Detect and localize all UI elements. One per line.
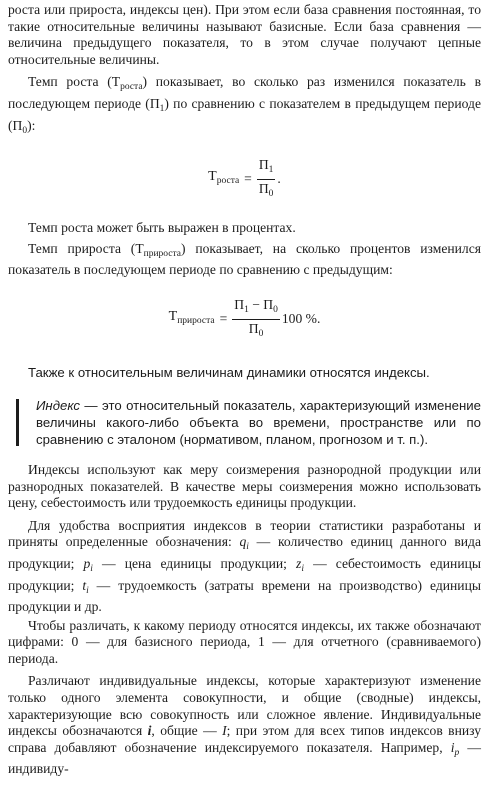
fraction-denominator: $П_0$ bbox=[258, 181, 274, 200]
paragraph-base-comparison: роста или прироста, индексы цен). При этом если база сравнения постоянная, то такие относительные величины называют базисные. Если база сравнения — величина предыдущего показателя, то в этом случае получают цепные относительные величины. bbox=[8, 2, 481, 67]
definition-callout bbox=[8, 397, 481, 448]
fraction-denominator: $П_0$ bbox=[248, 320, 264, 339]
formula-increase-fraction bbox=[232, 297, 280, 342]
formula-growth-fraction bbox=[257, 157, 276, 202]
formula-increase-lhs: $Т_{прироста}$ bbox=[168, 309, 215, 327]
formula-equals: = bbox=[244, 171, 252, 187]
paragraph-periods: Чтобы различать, к какому периоду относятся индексы, их также обозначают цифрами: 0 — для базисного периода, 1 — для отчетного (сравниваемого) периода. bbox=[8, 617, 481, 666]
paragraph-percent: Темп роста может быть выражен в процентах. bbox=[28, 220, 296, 236]
formula-growth-rate bbox=[8, 157, 481, 202]
callout-bar bbox=[16, 399, 19, 446]
fraction-numerator: $П_1$ bbox=[257, 157, 276, 180]
definition-index: Индекс — это относительный показатель, характеризующий изменение величины какого-либо объекта во времени, пространстве или по сравнению с эталоном (нормативом, планом, прогнозом и т. п.). bbox=[36, 397, 481, 447]
paragraph-dynamics-indices: Также к относительным величинам динамики относятся индексы. bbox=[28, 364, 430, 380]
formula-equals: = bbox=[219, 311, 228, 327]
formula-increase-rate bbox=[8, 297, 481, 342]
formula-growth-lhs: $Т_{роста}$ bbox=[208, 169, 240, 187]
paragraph-increase-rate: Темп прироста $(Т_{прироста})$ показывает, на сколько процентов изменился показатель в последующем периоде по сравнению с предыдущим: bbox=[8, 240, 481, 278]
definition-term: Индекс bbox=[36, 397, 80, 413]
paragraph-notation: Для удобства восприятия индексов в теории статистики разработаны и приняты определенные обозначения: $q_i$ — количество единиц данного вида продукции; $p_i$ — цена единицы продукции; $z_i$ — себестоимость единицы продукции; $t_i$ — трудоемкость (затраты времени на производство) единицы продукции и др. bbox=[8, 517, 482, 615]
paragraph-growth-rate: Темп роста $(Т_{роста})$ показывает, во сколько раз изменился показатель в последующем периоде $(П_1)$ по сравнению с показателем в предыдущем периоде $(П_0)$: bbox=[8, 74, 481, 136]
paragraph-individual-indices: Различают индивидуальные индексы, которые характеризуют изменение только одного элемента совокупности, и общие (сводные) индексы, характеризующие всю совокупность или сложное явление. Индивидуальные индексы обозначаются i, общие — I; при этом для всех типов индексов внизу справа добавляют обозначение индексируемого показателя. Например, $i_p$ — индивиду- bbox=[8, 673, 482, 777]
paragraph-measure: Индексы используют как меру соизмерения разнородной продукции или разнородных показателей. В качестве меры соизмерения можно использовать цену, себестоимость или трудоемкость единицы продукции. bbox=[8, 461, 481, 511]
formula-percent-tail: 100 %. bbox=[281, 311, 321, 327]
formula-period: . bbox=[277, 171, 281, 187]
fraction-numerator: $П_1 - П_0$ bbox=[232, 297, 280, 320]
